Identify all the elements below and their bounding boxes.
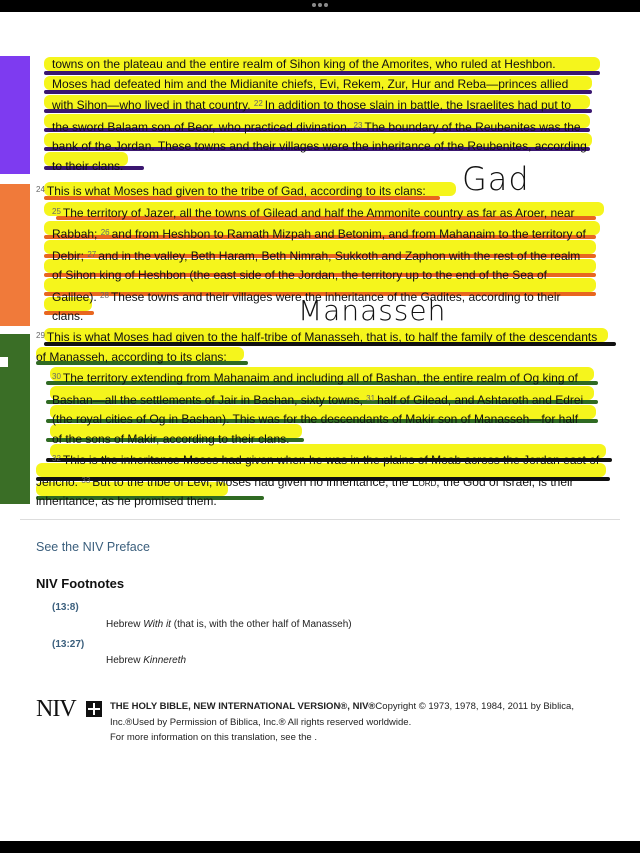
verse-line: Rabbah; $^{26}$ and from Heshbon to Ramath Mizpah and Betonim, and from Mahanaim to the territory of	[52, 227, 586, 241]
verse-number: 22	[253, 99, 263, 108]
band-notch	[0, 357, 8, 367]
verse-line: $^{32}$ This is the inheritance Moses had given when he was in the plains of Moab across the Jordan east of	[52, 453, 600, 467]
niv-logo: NIV	[36, 696, 76, 722]
verse-number: 27	[87, 249, 97, 259]
verse-number: 32	[52, 454, 61, 463]
niv-cross-icon	[86, 701, 102, 717]
top-status-bar	[0, 0, 640, 12]
verse-number: 29	[36, 331, 45, 340]
footnotes-heading: NIV Footnotes	[36, 576, 125, 591]
more-info-text: For more information on this translation, see the .	[110, 732, 317, 743]
verse-number: 25	[52, 206, 61, 216]
niv-preface-link[interactable]: See the NIV Preface	[36, 540, 150, 554]
band-purple	[0, 56, 30, 174]
footnote-text: Hebrew Kinnereth	[106, 655, 187, 666]
copyright-notice: THE HOLY BIBLE, NEW INTERNATIONAL VERSION®, NIV®Copyright © 1973, 1978, 1984, 2011 by Biblica, Inc.®Used by Permission of Biblica, Inc.® All rights reserved worldwide.	[110, 701, 574, 728]
passage-gad	[36, 180, 588, 327]
verse-number: 33	[81, 475, 91, 485]
verse-line: the sword Balaam son of Beor, who practiced divination. $^{23}$ The boundary of the Reubenites was the	[52, 119, 581, 134]
verse-line: $^{25}$ The territory of Jazer, all the towns of Gilead and half the Ammonite country as far as Aroer, near	[52, 205, 575, 220]
footnote-text: Hebrew With it (that is, with the other half of Manasseh)	[106, 619, 352, 630]
verse-line: clans.	[52, 309, 84, 323]
verse-line: inheritance, as he promised them.	[36, 494, 217, 508]
verse-line: Moses had defeated him and the Midianite chiefs, Evi, Rekem, Zur, Hur and Reba—princes allied	[52, 76, 569, 91]
verse-line: (the royal cities of Og in Bashan). This was for the descendants of Makir son of Manasseh—for half	[52, 412, 579, 426]
verse-number: 24	[36, 185, 45, 194]
verse-line: with Sihon—who lived in that country. $^{22}$ In addition to those slain in battle, the Israelites had put to	[52, 98, 571, 112]
band-orange	[0, 184, 30, 326]
verse-line: towns on the plateau and the entire realm of Sihon king of the Amorites, who ruled at Heshbon.	[52, 57, 556, 71]
verse-number: 31	[366, 393, 376, 403]
handwritten-gad: Gad	[462, 160, 530, 198]
verse-number: 23	[353, 120, 363, 130]
handwritten-manasseh: Manasseh	[298, 294, 447, 327]
verse-line: Galilee). $^{28}$ These towns and their villages were the inheritance of the Gadites, according to their	[52, 289, 561, 304]
verse-line: bank of the Jordan. These towns and their villages were the inheritance of the Reubenites, according	[52, 139, 587, 153]
verse-line: Jericho. $^{33}$ But to the tribe of Levi, Moses had given no inheritance; the Lord, the God of Israel, is their	[36, 474, 574, 489]
top-dots-icon[interactable]	[305, 3, 335, 9]
footnote-ref[interactable]: (13:8)	[52, 602, 79, 613]
verse-line: $^{24}$ This is what Moses had given to the tribe of Gad, according to its clans:	[36, 184, 426, 198]
lord-smallcaps: Lord	[411, 474, 437, 489]
verse-number: 28	[100, 290, 109, 300]
verse-line: of the sons of Makir, according to their clans.	[52, 431, 290, 446]
section-divider	[20, 519, 620, 520]
verse-line: Bashan—all the settlements of Jair in Bashan, sixty towns, $^{31}$ half of Gilead, and Ashtaroth and Edrei	[52, 392, 584, 407]
verse-line: Debir; $^{27}$ and in the valley, Beth Haram, Beth Nimrah, Sukkoth and Zaphon with the rest of the realm	[52, 248, 581, 263]
verse-line: to their clans.	[52, 158, 124, 173]
scripture-page	[0, 12, 640, 841]
passage-manasseh	[36, 326, 604, 512]
verse-line: $^{29}$ This is what Moses had given to the half-tribe of Manasseh, that is, to half the family of the descendants	[36, 330, 598, 344]
verse-number: 26	[100, 228, 110, 237]
verse-line: $^{30}$ The territory extending from Mahanaim and including all of Bashan, the entire realm of Og king of	[52, 371, 578, 385]
passage-reubenites	[52, 55, 588, 176]
verse-line: of Sihon king of Heshbon (the east side of the Jordan, the territory up to the end of the Sea of	[52, 268, 547, 282]
bottom-bar	[0, 841, 640, 853]
footnote-ref[interactable]: (13:27)	[52, 639, 85, 650]
verse-line: of Manasseh, according to its clans:	[36, 349, 227, 364]
verse-number: 30	[52, 372, 61, 381]
